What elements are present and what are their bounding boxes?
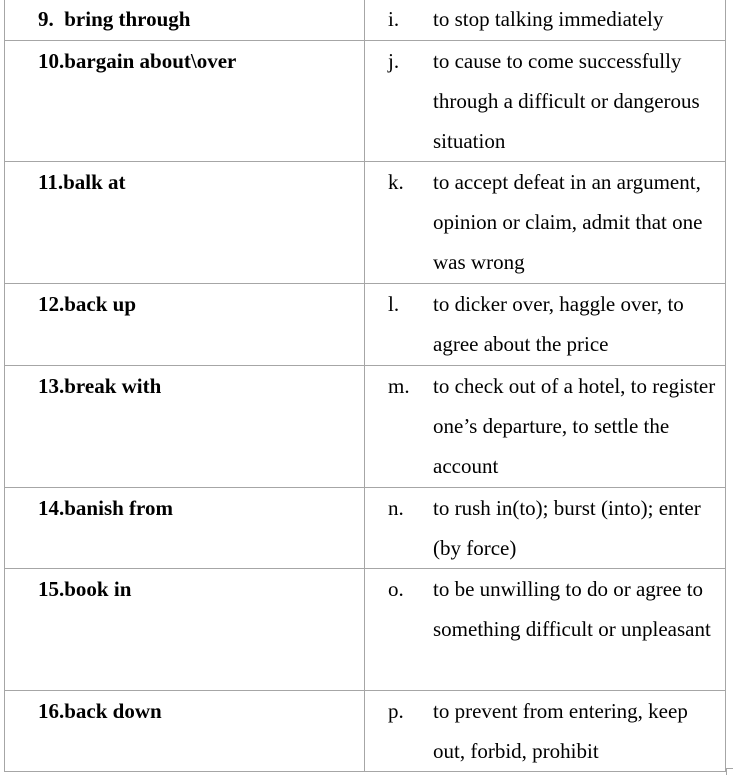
item-number: 13.: [38, 374, 65, 398]
definition-cell: [365, 691, 726, 772]
definition-letter: n.: [388, 496, 404, 520]
phrasal-verb: back up: [64, 292, 137, 316]
table-row: [5, 366, 726, 488]
table-row: [5, 284, 726, 366]
definition-letter: o.: [388, 577, 404, 601]
phrasal-verb-matching-table: [4, 0, 726, 772]
phrase-cell: [5, 41, 365, 162]
definition-text: to check out of a hotel, to register one’s departure, to settle the account: [433, 374, 716, 478]
phrase-cell: [5, 284, 365, 366]
phrase-cell: [5, 366, 365, 488]
table-row: [5, 41, 726, 162]
item-number: 15.: [38, 577, 65, 601]
table-body: [5, 0, 726, 772]
phrasal-verb: back down: [64, 699, 162, 723]
table-row: [5, 162, 726, 284]
item-number: 14.: [38, 496, 65, 520]
table-row: [5, 0, 726, 41]
definition-text: to stop talking immediately: [433, 7, 664, 31]
definition-letter: k.: [388, 170, 404, 194]
phrasal-verb: book in: [64, 577, 132, 601]
phrase-cell: [5, 0, 365, 41]
definition-cell: [365, 284, 726, 366]
item-number: 10.: [38, 49, 65, 73]
definition-letter: j.: [388, 49, 400, 73]
definition-text: to cause to come successfully through a difficult or dangerous situation: [433, 49, 700, 153]
definition-cell: [365, 162, 726, 284]
item-number: 9.: [38, 7, 54, 31]
phrase-cell: [5, 569, 365, 691]
definition-letter: l.: [388, 292, 400, 316]
phrasal-verb: banish from: [64, 496, 173, 520]
phrase-cell: [5, 488, 365, 569]
phrasal-verb: balk at: [63, 170, 126, 194]
definition-cell: [365, 488, 726, 569]
definition-text: to dicker over, haggle over, to agree about the price: [433, 292, 684, 356]
phrasal-verb: bring through: [64, 7, 191, 31]
phrase-cell: [5, 691, 365, 772]
definition-cell: [365, 569, 726, 691]
table-row: [5, 691, 726, 772]
definition-text: to accept defeat in an argument, opinion or claim, admit that one was wrong: [433, 170, 703, 274]
definition-cell: [365, 366, 726, 488]
definition-cell: [365, 41, 726, 162]
item-number: 11.: [38, 170, 64, 194]
item-number: 16.: [38, 699, 65, 723]
item-number: 12.: [38, 292, 65, 316]
phrasal-verb: bargain about\over: [64, 49, 237, 73]
phrasal-verb: break with: [64, 374, 162, 398]
definition-letter: m.: [388, 374, 410, 398]
table-row: [5, 488, 726, 569]
definition-text: to rush in(to); burst (into); enter (by force): [433, 496, 701, 560]
definition-cell: [365, 0, 726, 41]
table-row: [5, 569, 726, 691]
definition-letter: p.: [388, 699, 404, 723]
definition-text: to be unwilling to do or agree to something difficult or unpleasant: [433, 577, 711, 641]
definition-letter: i.: [388, 7, 400, 31]
definition-text: to prevent from entering, keep out, forbid, prohibit: [433, 699, 688, 763]
phrase-cell: [5, 162, 365, 284]
